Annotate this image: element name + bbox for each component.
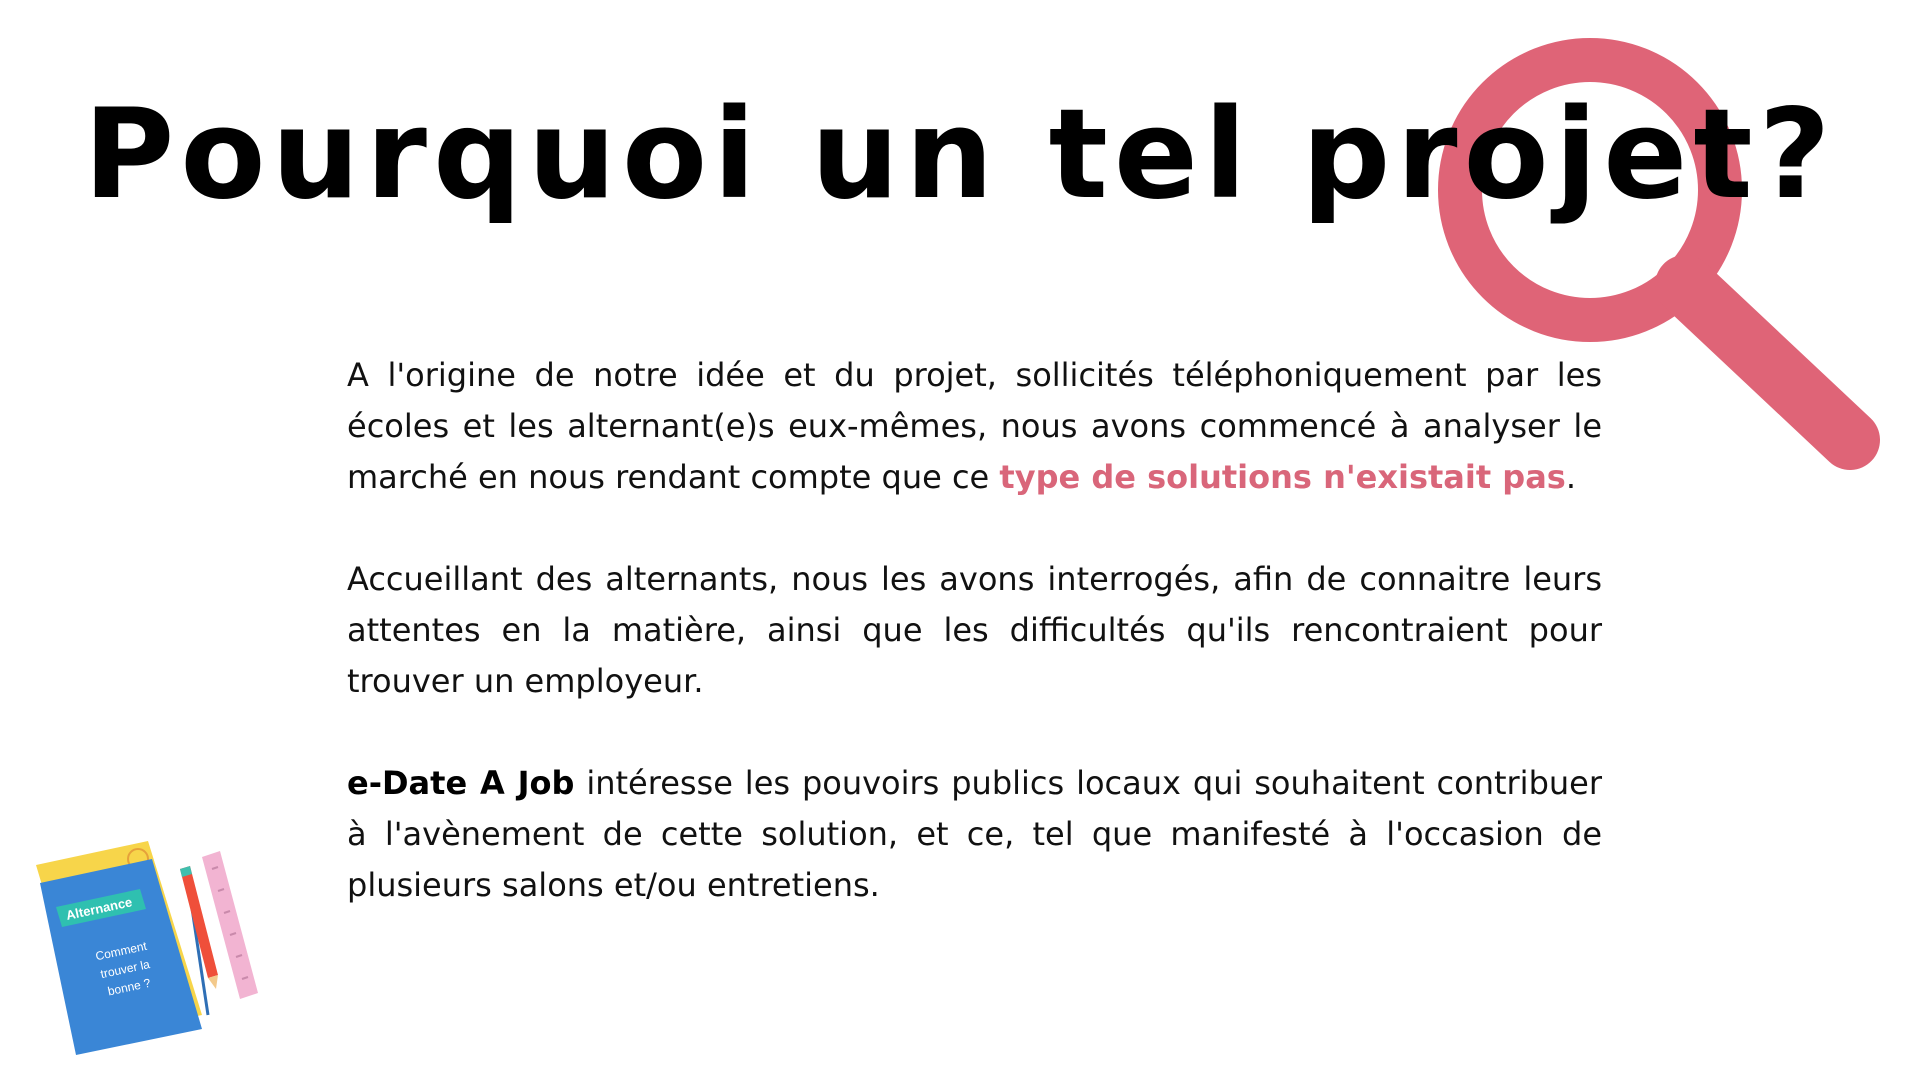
paragraph-apprentices: Accueillant des alternants, nous les avons interrogés, afin de connaitre leurs attentes en la matière, ainsi que les difficultés qu'ils rencontraient pour trouver un employeur. bbox=[347, 560, 1602, 700]
brand-name: e-Date A Job bbox=[347, 764, 575, 802]
book-subtitle-line-2: trouver la bbox=[99, 957, 152, 982]
page-title: Pourquoi un tel projet? bbox=[83, 83, 1837, 227]
book-illustration bbox=[30, 835, 270, 1060]
paragraph-public-support-text: intéresse les pouvoirs publics locaux qui souhaitent contribuer à l'avènement de cette solution, et ce, tel que manifesté à l'occasion de plusieurs salons et/ou entretiens. bbox=[347, 764, 1603, 904]
paragraph-origin-end: . bbox=[1565, 458, 1577, 496]
book-label: Alternance bbox=[64, 894, 134, 923]
book-subtitle-line-1: Comment bbox=[94, 938, 149, 964]
body-text bbox=[347, 350, 1602, 962]
paragraph-origin bbox=[347, 350, 1602, 503]
paragraph-origin-text: A l'origine de notre idée et du projet, sollicités téléphoniquement par les écoles et les alternant(e)s eux-mêmes, nous avons commencé à analyser le marché en nous rendant compte que ce bbox=[347, 356, 1602, 496]
highlight-no-solution: type de solutions n'existait pas bbox=[999, 458, 1566, 496]
book-subtitle-line-3: bonne ? bbox=[106, 975, 152, 999]
paragraph-public-support bbox=[347, 758, 1602, 911]
